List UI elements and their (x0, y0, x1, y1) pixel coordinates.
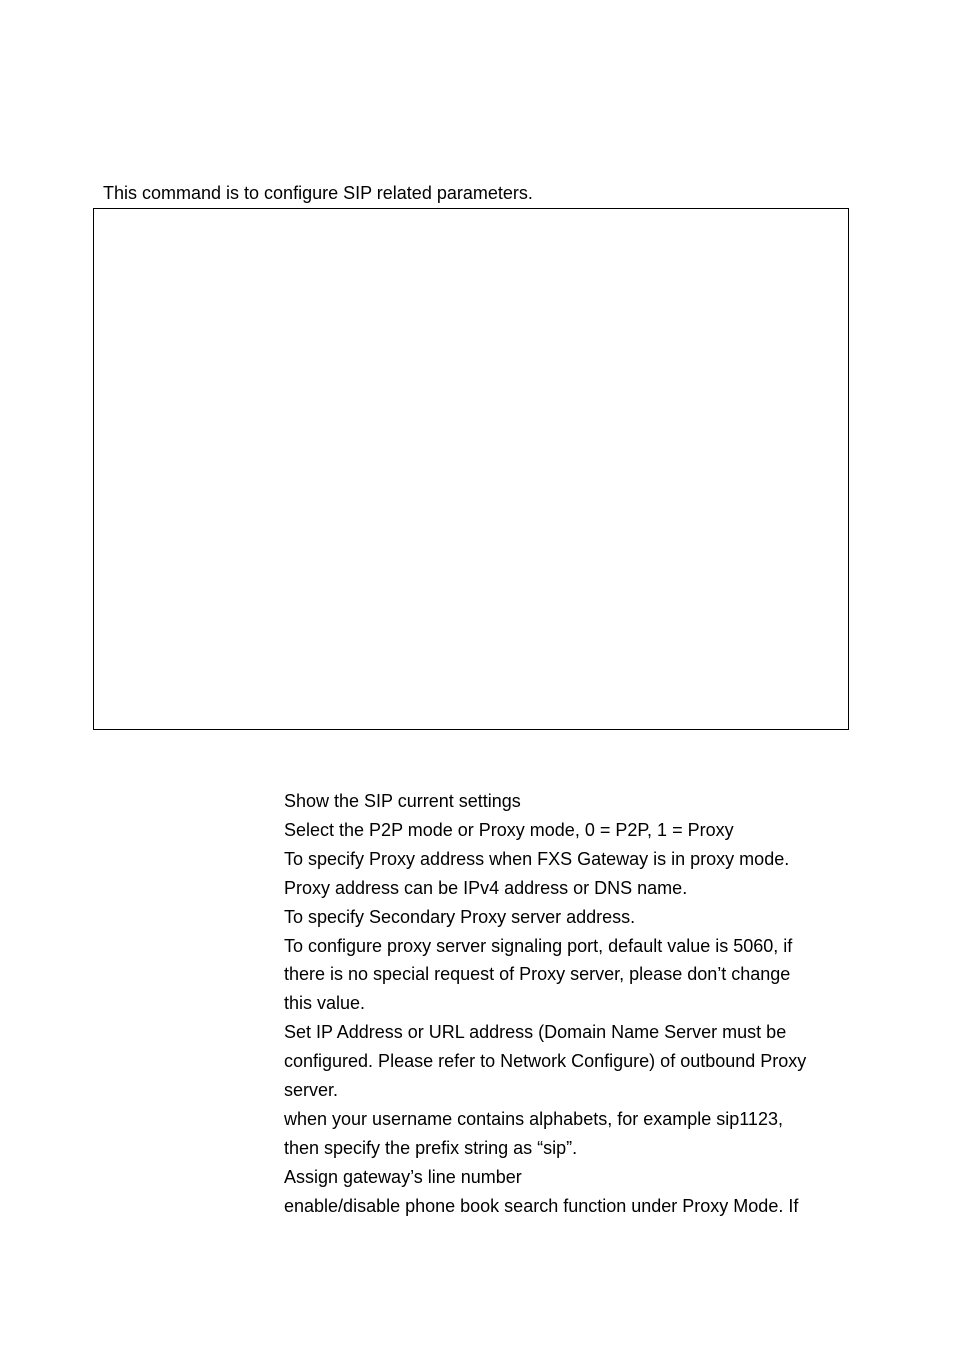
desc-line-line-number: Assign gateway’s line number (284, 1166, 522, 1187)
desc-line-prefix-cont: then specify the prefix string as “sip”. (284, 1137, 578, 1158)
desc-line-proxy-cont: Proxy address can be IPv4 address or DNS name. (284, 877, 688, 898)
desc-line-outbound: Set IP Address or URL address (Domain Name Server must be (284, 1022, 787, 1043)
desc-line-port-cont-2: this value. (284, 993, 366, 1014)
desc-line-proxy: To specify Proxy address when FXS Gateway is in proxy mode. (284, 848, 790, 869)
desc-line-secondary-proxy: To specify Secondary Proxy server address. (284, 906, 636, 927)
desc-line-prefix: when your username contains alphabets, for example sip1123, (284, 1108, 783, 1129)
command-syntax-box (93, 208, 849, 730)
intro-text: This command is to configure SIP related parameters. (103, 183, 533, 203)
desc-line-outbound-cont-2: server. (284, 1080, 339, 1101)
desc-line-port-cont-1: there is no special request of Proxy server, please don’t change (284, 964, 791, 985)
parameter-descriptions (284, 787, 884, 1221)
desc-line-mode: Select the P2P mode or Proxy mode, 0 = P2P, 1 = Proxy (284, 819, 734, 840)
desc-line-show: Show the SIP current settings (284, 791, 521, 811)
desc-line-outbound-cont-1: configured. Please refer to Network Configure) of outbound Proxy (284, 1051, 807, 1072)
desc-line-phonebook: enable/disable phone book search function under Proxy Mode. If (284, 1195, 799, 1216)
desc-line-port: To configure proxy server signaling port, default value is 5060, if (284, 935, 793, 956)
